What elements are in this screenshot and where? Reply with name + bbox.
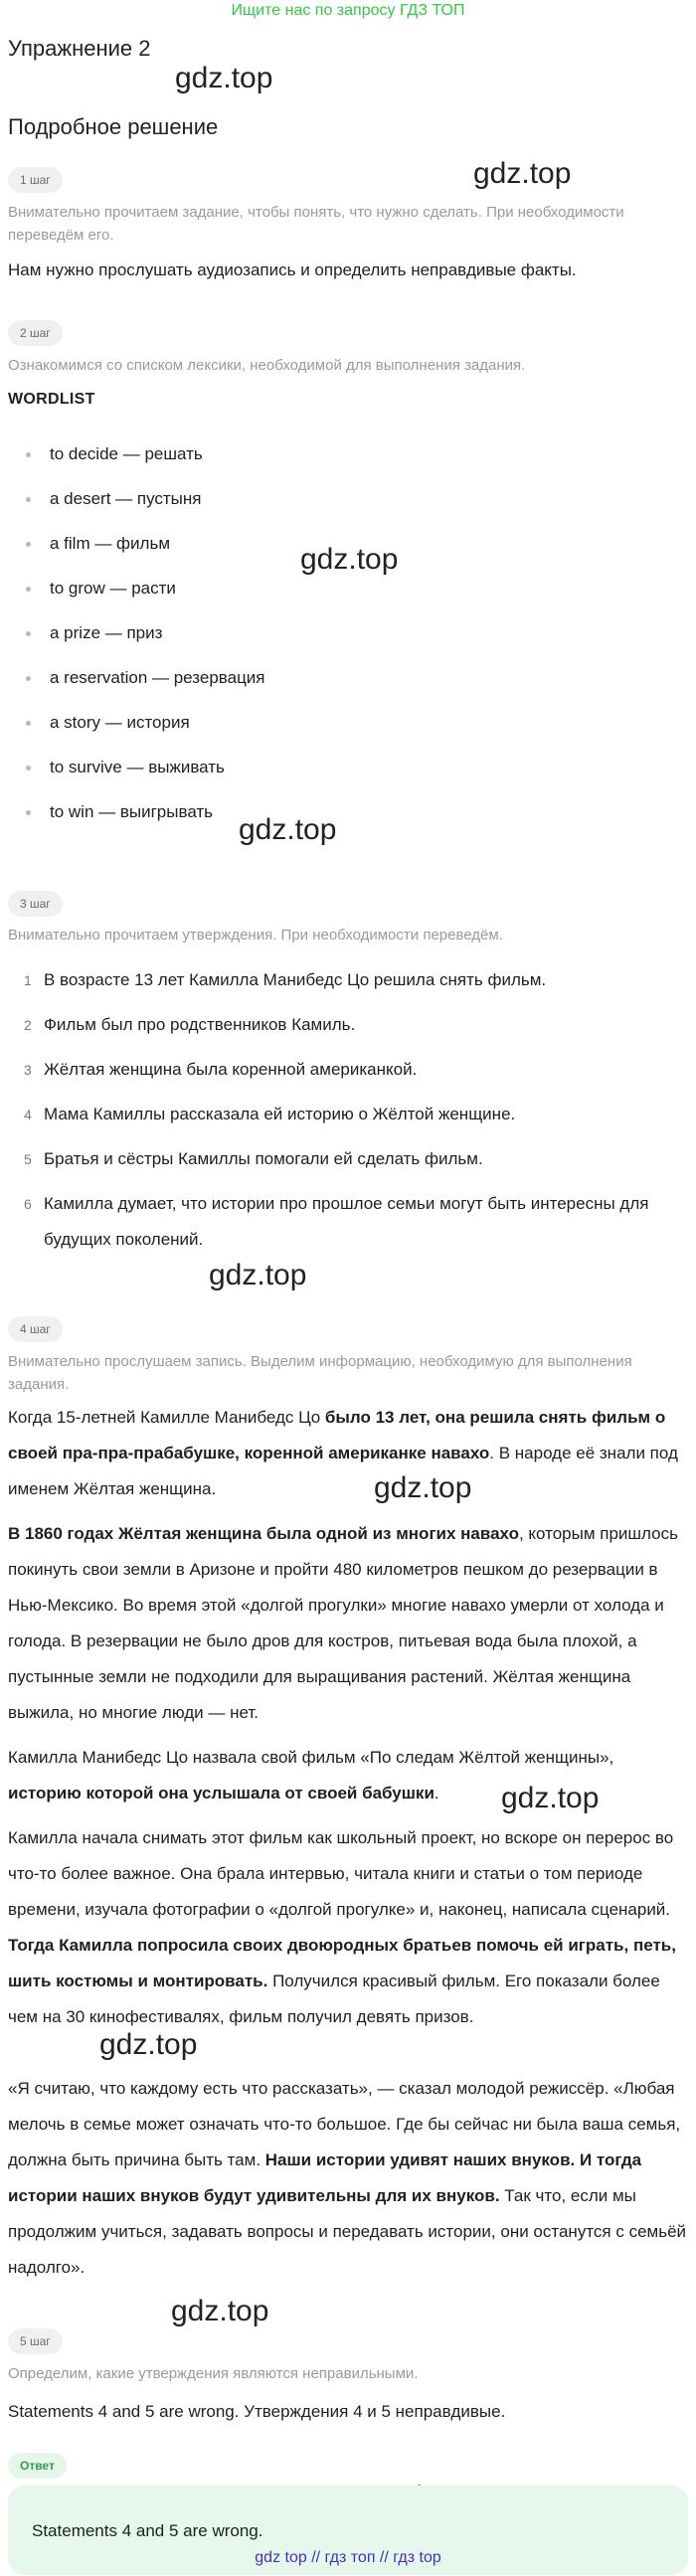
statement-text: Мама Камиллы рассказала ей историю о Жёлтой женщине. [44,1105,516,1123]
statement-number: 2 [24,1017,32,1033]
bullet-icon [26,721,31,726]
step-hint: Внимательно прослушаем запись. Выделим информацию, необходимую для выполнения задания. [8,1353,632,1393]
watermark: gdz.top [209,1259,307,1291]
statement-item [8,1052,688,1088]
key-info: историю которой она услышала от своей бабушки [8,1784,435,1803]
promo-banner[interactable]: Ищите нас по запросу ГДЗ ТОП [231,2,465,19]
bullet-icon [26,497,31,502]
step-badge: 5 шаг [8,2328,63,2354]
wordlist-item-text: a prize — приз [50,623,163,642]
statement-number: 5 [24,1151,32,1167]
bullet-icon [26,676,31,681]
wordlist-item [26,711,190,735]
watermark: gdz.top [501,1782,600,1814]
statement-item [8,1141,688,1177]
watermark: gdz.top [171,2295,269,2327]
step-badge: 2 шаг [8,320,63,346]
statement-text: В возрасте 13 лет Камилла Манибедс Цо решила снять фильм. [44,970,547,989]
watermark: gdz.top [99,2028,198,2061]
paragraph-text: Получился красивый фильм. Его показали более чем на 30 кинофестивалях, фильм получил девять призов. [8,1972,660,2026]
listening-paragraph [8,1740,688,1811]
statement-number: 6 [24,1196,32,1212]
wordlist-item [26,666,265,690]
solution-subtitle: Подробное решение [8,114,219,139]
statement-number: 3 [24,1062,32,1078]
paragraph-text: Камилла Манибедс Цо назвала свой фильм «По следам Жёлтой женщины», [8,1748,614,1767]
statement-text: Братья и сёстры Камиллы помогали ей сделать фильм. [44,1149,483,1168]
key-info: В 1860 годах Жёлтая женщина была одной из многих навахо [8,1524,519,1543]
watermark: gdz.top [175,62,273,94]
step-hint: Определим, какие утверждения являются неправильными. [8,2365,419,2382]
watermark: gdz.top [239,813,337,846]
bullet-icon [26,810,31,815]
wordlist-item-text: a film — фильм [50,534,171,553]
statement-number: 1 [24,972,32,988]
bullet-icon [26,452,31,457]
wordlist-item-text: a reservation — резервация [50,668,265,687]
answer-label: Ответ [8,2453,67,2479]
listening-paragraph [8,1516,688,1731]
step-badge: 3 шаг [8,891,63,917]
step-hint: Внимательно прочитаем задание, чтобы понять, что нужно сделать. При необходимости переведём его. [8,204,624,244]
key-info: было 13 лет, она решила снять фильм о своей пра-пра-прабабушке, коренной американке навахо [8,1408,666,1462]
step-text: Statements 4 and 5 are wrong. Утверждения 4 и 5 неправдивые. [8,2402,506,2421]
watermark: gdz.top [374,1471,472,1504]
paragraph-text: «Я считаю, что каждому есть что рассказать», — сказал молодой режиссёр. «Любая мелочь в семье может означать что-то большое. Где бы сейчас ни была ваша семья, должна быть причина быть там. [8,2079,681,2169]
key-info: Наши истории удивят наших внуков. И тогда истории наших внуков будут удивительны для их внуков. [8,2150,642,2205]
listening-paragraph [8,1400,688,1507]
bullet-icon [26,587,31,592]
exercise-title: Упражнение 2 [8,36,151,61]
footer-links[interactable]: gdz top // гдз топ // гдз top [255,2549,441,2566]
step-badge: 4 шаг [8,1316,63,1342]
paragraph-text: , которым пришлось покинуть свои земли в Аризоне и пройти 480 километров пешком до резервации в Нью-Мексико. Во время этой «долгой прогулки» многие навахо умерли от холода и голода. В резервации не было дров для костров, питьевая вода была плохой, а пустынные земли не подходили для выращивания растений. Жёлтая женщина выжила, но многие люди — нет. [8,1524,678,1722]
wordlist-item [26,621,162,645]
statement-text: Камилла думает, что истории про прошлое семьи могут быть интересны для будущих поколений. [44,1194,649,1249]
bullet-icon [26,766,31,771]
statement-number: 4 [24,1107,32,1122]
wordlist-item-text: a story — история [50,713,190,732]
bullet-icon [26,631,31,636]
statement-item [8,1007,688,1043]
statement-item [8,1097,688,1132]
wordlist-item-text: to grow — расти [50,579,176,598]
listening-paragraph [8,2071,688,2286]
wordlist-item [26,532,170,556]
statement-text: Фильм был про родственников Камиль. [44,1015,356,1034]
wordlist-item [26,442,203,466]
wordlist-title: WORDLIST [8,391,95,408]
wordlist-item-text: to decide — решать [50,444,203,463]
step-hint: Внимательно прочитаем утверждения. При необходимости переведём. [8,927,503,944]
watermark: gdz.top [300,543,399,576]
listening-paragraph [8,1820,688,2035]
statement-text: Жёлтая женщина была коренной американкой. [44,1060,418,1079]
paragraph-text: . [434,1784,439,1803]
wordlist-item [26,577,176,601]
wordlist-item [26,487,202,511]
statement-item [8,962,688,998]
step-text: Нам нужно прослушать аудиозапись и определить неправдивые факты. [8,260,577,279]
key-info: Тогда Камилла попросила своих двоюродных братьев помочь ей играть, петь, шить костюмы и монтировать. [8,1936,676,1990]
paragraph-text: . В народе её знали под именем Жёлтая женщина. [8,1444,678,1498]
answer-text: Statements 4 and 5 are wrong. [32,2521,263,2540]
statement-item [8,1186,688,1258]
wordlist-item-text: a desert — пустыня [50,489,202,508]
step-hint: Ознакомимся со списком лексики, необходимой для выполнения задания. [8,357,526,374]
watermark: gdz.top [473,157,572,190]
paragraph-text: Когда 15-летней Камилле Манибедс Цо [8,1408,325,1427]
paragraph-text: Так что, если мы продолжим учиться, задавать вопросы и передавать истории, они останутся с семьёй надолго». [8,2186,687,2277]
paragraph-text: Камилла начала снимать этот фильм как школьный проект, но вскоре он перерос во что-то более важное. Она брала интервью, читала книги и статьи о том периоде времени, изучала фотографии о «долгой прогулке» и, наконец, написала сценарий. [8,1828,674,1919]
wordlist-item-text: to win — выигрывать [50,802,214,821]
bullet-icon [26,542,31,547]
step-badge: 1 шаг [8,167,63,193]
wordlist-item [26,756,225,779]
wordlist-item-text: to survive — выживать [50,758,225,776]
wordlist-item [26,800,213,824]
